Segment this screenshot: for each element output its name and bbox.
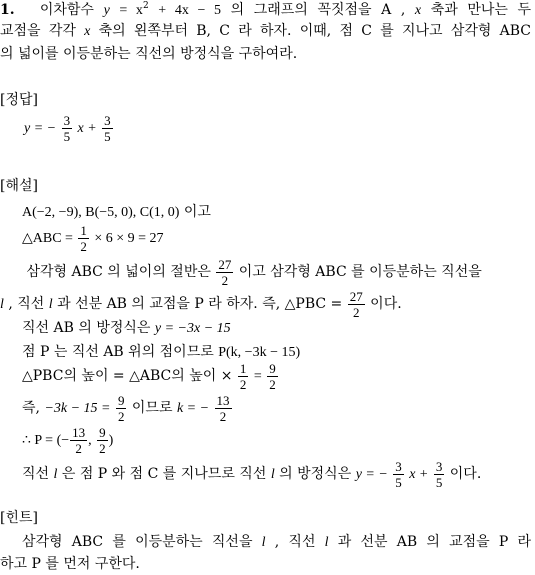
solution-heading: [해설] (0, 178, 38, 194)
solution-step-8: 즉, −3k − 15 = $\frac{9}{2}$ 이므로 k = − $\frac{13}{2}$ (22, 392, 230, 424)
hint-heading: [힌트] (0, 510, 38, 526)
answer-fraction-1: $\frac{3}{5}$ (63, 112, 71, 144)
hint-line-1: 삼각형 ABC 를 이등분하는 직선을 l , 직선 l 과 선분 AB 의 교점을 P 라 (22, 534, 531, 550)
answer-fraction-2: $\frac{3}{5}$ (104, 112, 111, 144)
solution-step-10: 직선 l 은 점 P 와 점 C 를 지나므로 직선 l 의 방정식은 y = − $\frac{3}{5}$ x + $\frac{3}{5}$ 이다. (22, 458, 482, 490)
problem-line-2: 교점을 각각 x 축의 왼쪽부터 B, C 라 하자. 이때, 점 C 를 지나고 삼각형 ABC (0, 23, 532, 39)
problem-text: 이차함수 (39, 2, 94, 18)
problem-line-3: 의 넓이를 이등분하는 직선의 방정식을 구하여라. (0, 46, 298, 62)
solution-step-9: ∴ P = (− $\frac{13}{2}$ , $\frac{9}{2}$ ) (22, 424, 114, 456)
solution-step-5: 직선 AB 의 방정식은 y = −3x − 15 (22, 320, 231, 336)
solution-step-1: A(−2, −9), B(−5, 0), C(1, 0) 이고 (22, 204, 211, 220)
answer-heading: [정답] (0, 92, 38, 108)
solution-step-6: 점 P 는 직선 AB 위의 점이므로 P(k, −3k − 15) (22, 344, 301, 360)
problem-number: 1. (0, 2, 15, 18)
answer-formula: y = − $\frac{3}{5}$ x + $\frac{3}{5}$ (24, 112, 111, 144)
hint-line-2: 하고 P 를 먼저 구한다. (0, 556, 140, 572)
solution-step-2: △ABC = $\frac{1}{2}$ × 6 × 9 = 27 (22, 222, 164, 254)
solution-step-7: △PBC의 높이 = △ABC의 높이 × $\frac{1}{2}$ = $\frac{9}{2}$ (22, 360, 276, 392)
problem-line-1: 1. 이차함수 $y = x^2 + 4x - 5$ 의 그래프의 꼭짓점을 A , x 축과 만나는 두 (0, 1, 532, 18)
solution-step-3: 삼각형 ABC 의 넓이의 절반은 $\frac{27}{2}$ 이고 삼각형 ABC 를 이등분하는 직선을 (26, 256, 482, 288)
solution-step-4: l , 직선 l 과 선분 AB 의 교점을 P 라 하자. 즉, △PBC = $\frac{27}{2}$ 이다. (0, 288, 402, 320)
